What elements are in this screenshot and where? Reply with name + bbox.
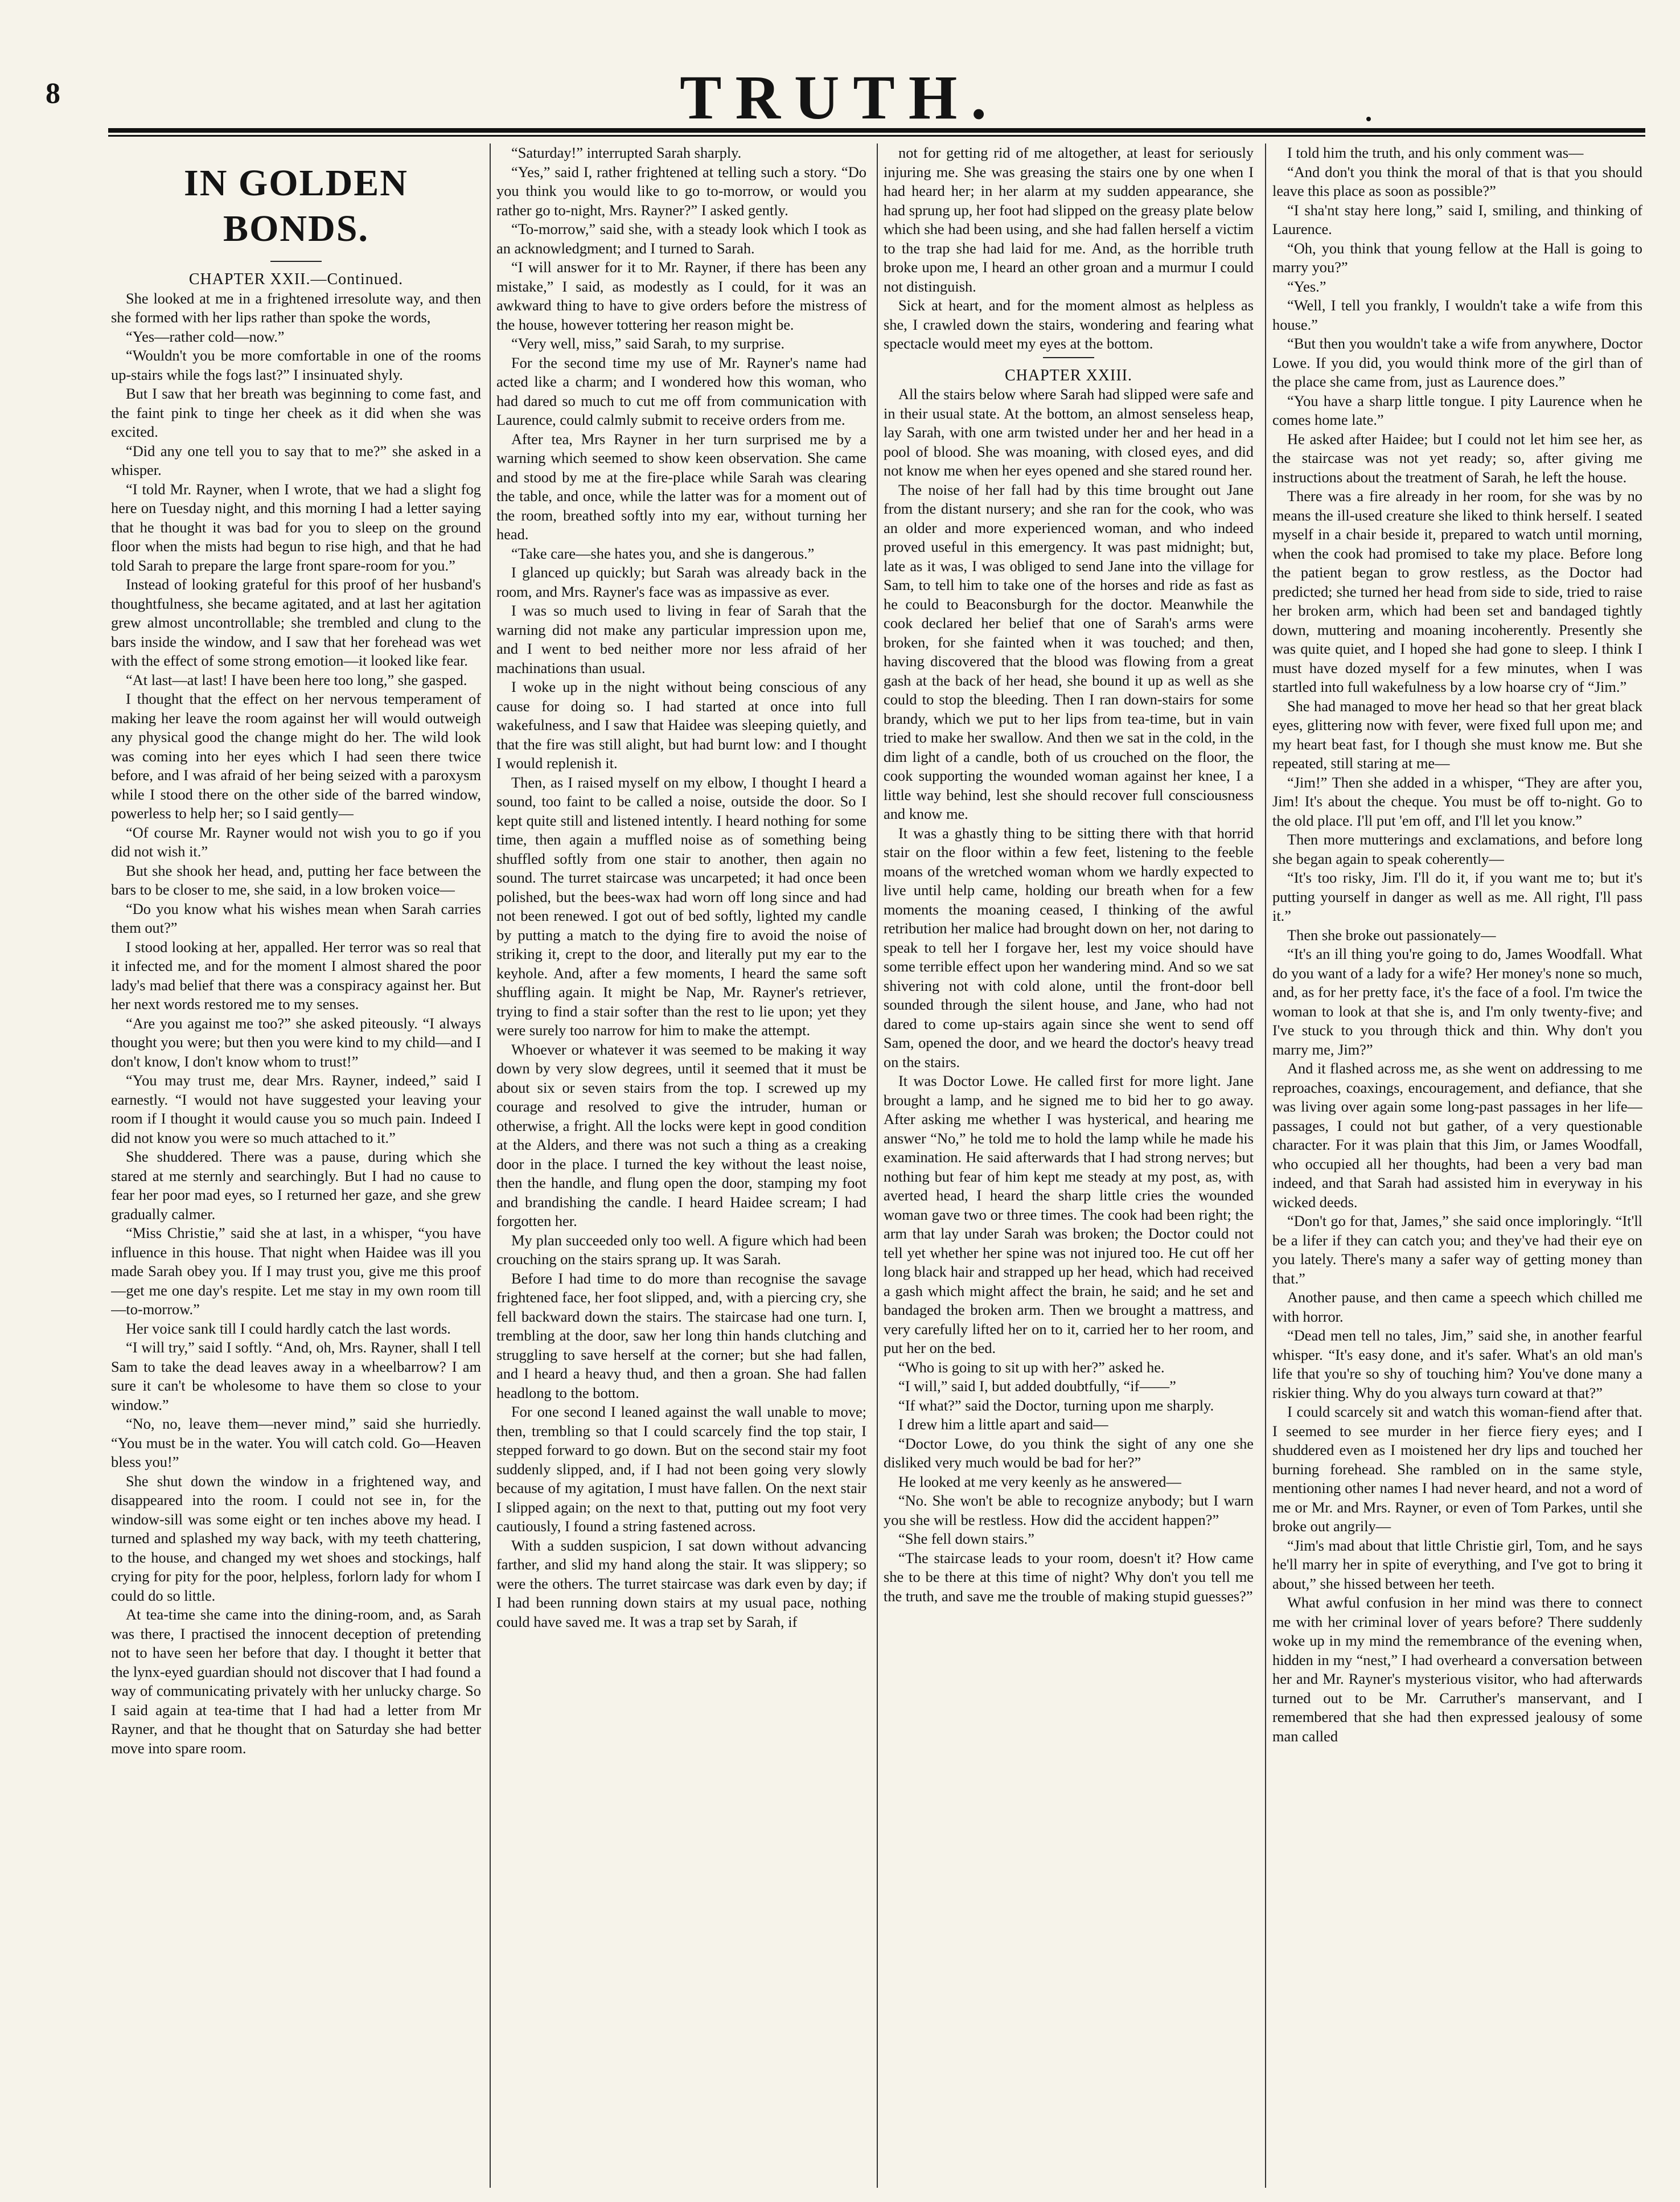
paragraph: “Did any one tell you to say that to me?” she asked in a whisper. bbox=[111, 442, 481, 478]
paragraph: She looked at me in a frightened irresolute way, and then she formed with her lips rather than spoke the words, bbox=[111, 289, 481, 326]
paragraph: not for getting rid of me altogether, at least for seriously injuring me. She was greasing the stairs one by one when I had heard her; in her alarm at my sudden appearance, she had sprung up, her foot had slipped on the greasy plate below which she had been using, and she had fallen herself a victim to the trap she had laid for me. And, as the horrible truth broke upon me, I heard an other groan and a murmur I could not distinguish. bbox=[884, 144, 1254, 295]
paragraph: But I saw that her breath was beginning to come fast, and the faint pink to tinge her cheek as it did when she was excited. bbox=[111, 385, 481, 440]
paragraph: All the stairs below where Sarah had slipped were safe and in their usual state. At the bottom, an almost senseless heap, lay Sarah, with one arm twisted under her and her head in a pool of blood. She was moaning, with closed eyes, and did not know me when her eyes opened and she stared round her. bbox=[884, 386, 1254, 479]
paragraph: “You have a sharp little tongue. I pity Laurence when he comes home late.” bbox=[1272, 392, 1642, 428]
paragraph: I could scarcely sit and watch this woman-fiend after that. I seemed to see murder in her fierce fiery eyes; and I shuddered even as I moistened her dry lips and touched her burning forehead. She rambled on in the same style, mentioning other names I had never heard, and not a word of me or Mr. and Mrs. Rayner, or even of Tom Parkes, until she broke out angrily— bbox=[1272, 1403, 1642, 1535]
paragraph: For the second time my use of Mr. Rayner's name had acted like a charm; and I wondered how this woman, who had dared so much to cut me off from communication with Laurence, could calmly submit to receive orders from me. bbox=[496, 354, 866, 428]
paragraph: I stood looking at her, appalled. Her terror was so real that it infected me, and for the moment I almost shared the poor lady's mad belief that there was a conspiracy against her. But her next words restored me to my senses. bbox=[111, 938, 481, 1012]
paragraph: I told him the truth, and his only comment was— bbox=[1287, 144, 1584, 161]
paragraph: “Don't go for that, James,” she said once imploringly. “It'll be a lifer if they can catch you; and they've had their eye on you lately. There's many a safer way of getting money than that.” bbox=[1272, 1212, 1642, 1287]
paragraph: The noise of her fall had by this time brought out Jane from the distant nursery; and she ran for the cook, who was an older and more experienced woman, and who indeed proved useful in this emergency. It was past midnight; but, late as it was, I was obliged to send Jane into the village for Sam, to tell him to take one of the horses and ride as fast as he could to Beaconsburgh for the doctor. Meanwhile the cook declared her belief that one of Sarah's arms were broken, for she fainted when it was touched; and then, having discovered that the blood was flowing from a great gash at the back of her head, she bound it up as well as she could to stop the bleeding. Then I ran down-stairs for some brandy, which we put to her lips from tea-time, but in vain tried to make her swallow. And then we sat in the cold, in the dim light of a candle, both of us crouched on the floor, the cook supporting the wounded woman against her knee, I a little way behind, lest she should recover full consciousness and know me. bbox=[884, 481, 1254, 822]
paragraph: For one second I leaned against the wall unable to move; then, trembling so that I could scarcely find the top stair, I stepped forward to go down. But on the second stair my foot suddenly slipped, and, if I had not been going very slowly because of my agitation, I must have fallen. On the next stair I slipped again; on the next to that, putting out my foot very cautiously, I found a string fastened across. bbox=[496, 1403, 866, 1535]
paragraph: “If what?” said the Doctor, turning upon me sharply. bbox=[898, 1396, 1214, 1414]
paragraph: “Miss Christie,” said she at last, in a whisper, “you have influence in this house. That night when Haidee was ill you made Sarah obey you. If I may trust you, give me this proof—get me one day's respite. Let me stay in my own room till—to-morrow.” bbox=[111, 1224, 481, 1318]
column-1 bbox=[111, 143, 481, 2188]
paragraph: “Do you know what his wishes mean when Sarah carries them out?” bbox=[111, 900, 481, 936]
paragraph: “I will answer for it to Mr. Rayner, if there has been any mistake,” I said, as modestly as I could, for it was an awkward thing to have to give orders before the mistress of the house, however tottering her reason might be. bbox=[496, 259, 866, 333]
paragraph: “Are you against me too?” she asked piteously. “I always thought you were; but then you were kind to my child—and I don't know, I don't know whom to trust!” bbox=[111, 1014, 481, 1070]
paragraph: Her voice sank till I could hardly catch the last words. bbox=[126, 1319, 451, 1337]
column-1-body bbox=[111, 289, 481, 1758]
paragraph: “But then you wouldn't take a wife from anywhere, Doctor Lowe. If you did, you would think more of the girl than of the place she came from, just as Laurence does.” bbox=[1272, 335, 1642, 390]
column-divider bbox=[877, 143, 878, 2188]
paragraph: “No, no, leave them—never mind,” said she hurriedly. “You must be in the water. You will catch cold. Go—Heaven bless you!” bbox=[111, 1415, 481, 1470]
paragraph: “Jim!” Then she added in a whisper, “They are after you, Jim! It's about the cheque. You must be off to-night. Go to the old place. I'll put 'em off, and I'll let you know.” bbox=[1272, 773, 1642, 829]
paragraph: Then, as I raised myself on my elbow, I thought I heard a sound, too faint to be called a noise, outside the door. So I kept quite still and listened intently. I heard nothing for some time, then again a muffled noise as of something being shuffled softly from one stair to another, then again no sound. The turret staircase was uncarpeted; it had once been polished, but the bees-wax had worn off long since and had not been renewed. I got out of bed softly, lighted my candle by putting a match to the dying fire to avoid the noise of striking it, crept to the door, and literally put my ear to the keyhole. And, after a few moments, I heard the same soft shuffling again. It might be Nap, Mr. Rayner's retriever, trying to find a stair softer than the rest to lie upon; yet they were surely too narrow for him to make the attempt. bbox=[496, 773, 866, 1039]
paragraph: At tea-time she came into the dining-room, and, as Sarah was there, I practised the innocent deception of pretending not to have seen her before that day. I thought it better that the lynx-eyed guardian should not discover that I had found a way of communicating privately with her unlucky charge. So I said again at tea-time that I had had a letter from Mr Rayner, and that he thought that on Saturday she had better move into spare room. bbox=[111, 1606, 481, 1757]
paragraph: I thought that the effect on her nervous temperament of making her leave the room against her will would outweigh any physical good the change might do her. The wild look was coming into her eyes which I had seen there twice before, and I was afraid of her being seized with a paroxysm while I stood there on the other side of the barred window, powerless to help her; so I said gently— bbox=[111, 690, 481, 822]
paragraph: It was a ghastly thing to be sitting there with that horrid stair on the floor within a few feet, listening to the feeble moans of the wretched woman whom we hardly expected to live until help came, holding our breath when for a few moments the moaning ceased, I thinking of the awful retribution her malice had brought down on her, not daring to speak to tell her I forgave her, lest my voice should have some terrible effect upon her wandering mind. And so we sat shivering not with cold alone, until the front-door bell sounded through the silent house, and Jane, who had not dared to come up-stairs again since she went to send off Sam, opened the door, and we heard the doctor's heavy tread on the stairs. bbox=[884, 824, 1254, 1071]
paragraph: Before I had time to do more than recognise the savage frightened face, her foot slipped, and, with a piercing cry, she fell backward down the stairs. The staircase had one turn. I, trembling at the door, saw her long thin hands clutching and struggling to save herself at the corner; but she had fallen, and I heard a heavy thud, and then a groan. She had fallen headlong to the bottom. bbox=[496, 1269, 866, 1401]
paragraph: “I sha'nt stay here long,” said I, smiling, and thinking of Laurence. bbox=[1272, 201, 1642, 237]
paragraph: “To-morrow,” said she, with a steady look which I took as an acknowledgment; and I turned to Sarah. bbox=[496, 220, 866, 257]
chapter-heading: CHAPTER XXIII. bbox=[1005, 366, 1132, 384]
paragraph: He looked at me very keenly as he answered— bbox=[898, 1473, 1181, 1490]
paragraph: Instead of looking grateful for this proof of her husband's thoughtfulness, she became agitated, and at last her agitation grew almost uncontrollable; she trembled and clung to the bars inside the window, and I saw that her forehead was wet with the effect of some strong emotion—it looked like fear. bbox=[111, 576, 481, 669]
masthead-rule-thin bbox=[108, 135, 1645, 137]
paragraph: I was so much used to living in fear of Sarah that the warning did not make any particular impression upon me, and I went to bed neither more nor less afraid of her machinations than usual. bbox=[496, 602, 866, 676]
masthead-rule bbox=[108, 128, 1645, 133]
paragraph: “The staircase leads to your room, doesn't it? How came she to be there at this time of night? Why don't you tell me the truth, and save me the trouble of making stupid guesses?” bbox=[884, 1549, 1254, 1605]
paragraph: I drew him a little apart and said— bbox=[898, 1416, 1108, 1433]
column-3 bbox=[884, 143, 1254, 2188]
column-2-body bbox=[496, 143, 866, 1631]
paragraph: “Yes.” bbox=[1287, 277, 1326, 295]
paragraph: “No. She won't be able to recognize anybody; but I warn you she will be restless. How did the accident happen?” bbox=[884, 1492, 1254, 1528]
column-divider bbox=[1265, 143, 1266, 2188]
chapter-rule bbox=[1043, 357, 1094, 358]
paragraph: “Who is going to sit up with her?” asked he. bbox=[898, 1358, 1165, 1376]
paragraph: “I will,” said I, but added doubtfully, “if——” bbox=[898, 1377, 1176, 1395]
paragraph: “Oh, you think that young fellow at the Hall is going to marry you?” bbox=[1272, 239, 1642, 276]
column-2 bbox=[496, 143, 866, 2188]
paragraph: “Well, I tell you frankly, I wouldn't take a wife from this house.” bbox=[1272, 297, 1642, 333]
paragraph: Then more mutterings and exclamations, and before long she began again to speak coherently— bbox=[1272, 831, 1642, 867]
paragraph: “Jim's mad about that little Christie girl, Tom, and he says he'll marry her in spite of everything, and I've got to bring it about,” she hissed between her teeth. bbox=[1272, 1536, 1642, 1592]
paragraph: “It's too risky, Jim. I'll do it, if you want me to; but it's putting yourself in danger as well as me. All right, I'll pass it.” bbox=[1272, 869, 1642, 924]
paragraph: Then she broke out passionately— bbox=[1287, 926, 1496, 944]
paragraph: She shuddered. There was a pause, during which she stared at me sternly and searchingly. But I had no cause to fear her poor mad eyes, so I returned her gaze, and she grew gradually calmer. bbox=[111, 1148, 481, 1223]
title-rule bbox=[270, 261, 322, 262]
column-3-body-bottom bbox=[884, 385, 1254, 1606]
paragraph: “Wouldn't you be more comfortable in one of the rooms up-stairs while the fogs last?” I insinuated shyly. bbox=[111, 347, 481, 383]
article-columns bbox=[111, 143, 1651, 2188]
paragraph: “I told Mr. Rayner, when I wrote, that we had a slight fog here on Tuesday night, and this morning I had a letter saying that he thought it was bad for you to sleep on the ground floor when the mists had begun to rise high, and that he had told Sarah to prepare the large front spare-room for you.” bbox=[111, 480, 481, 574]
column-divider bbox=[490, 143, 491, 2188]
column-4 bbox=[1272, 143, 1642, 2188]
paragraph: She had managed to move her head so that her great black eyes, glittering now with fever, were fixed full upon me; and my heart beat fast, for I though she must know me. But she repeated, still staring at me— bbox=[1272, 697, 1642, 772]
paragraph: “Yes,” said I, rather frightened at telling such a story. “Do you think you would like to go to-morrow, or would you rather go to-night, Mrs. Rayner?” I asked gently. bbox=[496, 163, 866, 219]
paragraph: What awful confusion in her mind was there to connect me with her criminal lover of years before? There suddenly woke up in my mind the remembrance of the evening when, hidden in my “nest,” I had overheard a conversation between her and Mr. Rayner's mysterious visitor, who had afterwards turned out to be Mr. Carruther's manservant, and I remembered that she had then expressed jealousy of some man called bbox=[1272, 1594, 1642, 1745]
chapter-heading: CHAPTER XXII.—Continued. bbox=[188, 270, 404, 288]
paragraph: It was Doctor Lowe. He called first for more light. Jane brought a lamp, and he signed me to bid her to go away. After asking me whether I was hysterical, and hearing me answer “No,” he told me to hold the lamp while he made his examination. He said afterwards that I had strong nerves; but nothing but fear of him kept me steady at my post, as, with averted head, I heard the sharp little cries the wounded woman gave two or three times. The cook had been right; the arm that lay under Sarah was broken; the Doctor could not tell yet whether her spine was not injured too. He cut off her long black hair and strapped up her head, which had received a gash which might affect the brain, he said; and he set and bandaged the broken arm. Then we brought a mattress, and very carefully lifted her on to it, carried her to her room, and put her on the bed. bbox=[884, 1072, 1254, 1356]
paragraph: “It's an ill thing you're going to do, James Woodfall. What do you want of a lady for a wife? Her money's none so much, and, as for her pretty face, it's the face of a fool. I'm twice the woman to look at that she is, and I'm only twenty-five; and I've stuck to you through thick and thin. Why don't you marry me, Jim?” bbox=[1272, 945, 1642, 1058]
paragraph: “Yes—rather cold—now.” bbox=[126, 327, 285, 345]
ornament-dot bbox=[1366, 117, 1371, 121]
paragraph: Another pause, and then came a speech which chilled me with horror. bbox=[1272, 1289, 1642, 1325]
paragraph: Sick at heart, and for the moment almost as helpless as she, I crawled down the stairs, wondering and fearing what spectacle would meet my eyes at the bottom. bbox=[884, 297, 1254, 352]
paragraph: “At last—at last! I have been here too long,” she gasped. bbox=[126, 671, 467, 688]
paragraph: “And don't you think the moral of that is that you should leave this place as soon as possible?” bbox=[1272, 163, 1642, 199]
paragraph: “You may trust me, dear Mrs. Rayner, indeed,” said I earnestly. “I would not have suggested your leaving your room if I thought it would cause you so much pain. Indeed I did not know you were so much attached to it.” bbox=[111, 1072, 481, 1146]
paragraph: “I will try,” said I softly. “And, oh, Mrs. Rayner, shall I tell Sam to take the dead leaves away in a wheelbarrow? I am sure it can't be wholesome to have them so close to your window.” bbox=[111, 1339, 481, 1413]
paragraph: “Take care—she hates you, and she is dangerous.” bbox=[511, 544, 815, 562]
paragraph: Whoever or whatever it was seemed to be making it way down by very slow degrees, until it seemed that it must be about six or seven stairs from the top. I screwed up my courage and resolved to give the intruder, human or otherwise, a fright. All the locks were kept in good condition at the Alders, and there was not such a thing as a creaking door in the place. I turned the key without the least noise, then the handle, and flung open the door, stamping my foot and brandishing the candle. I heard Haidee scream; I had forgotten her. bbox=[496, 1040, 866, 1229]
paragraph: I woke up in the night without being conscious of any cause for doing so. I had started at once into full wakefulness, and I saw that Haidee was sleeping quietly, and that the fire was still alight, but had burnt low: and I thought I would replenish it. bbox=[496, 678, 866, 772]
paragraph: “Saturday!” interrupted Sarah sharply. bbox=[511, 144, 742, 161]
paragraph: After tea, Mrs Rayner in her turn surprised me by a warning which seemed to show keen observation. She came and stood by me at the fire-place while Sarah was clearing the table, and once, while the latter was for a moment out of the room, breathed softly into my ear, without turning her head. bbox=[496, 430, 866, 543]
paragraph: “Doctor Lowe, do you think the sight of any one she disliked very much would be bad for her?” bbox=[884, 1434, 1254, 1471]
story-title: IN GOLDEN BONDS. bbox=[184, 162, 408, 249]
paragraph: “Of course Mr. Rayner would not wish you to go if you did not wish it.” bbox=[111, 823, 481, 860]
paragraph: “Very well, miss,” said Sarah, to my surprise. bbox=[511, 335, 785, 352]
paragraph: There was a fire already in her room, for she was by no means the ill-used creature she liked to think herself. I seated myself in a chair beside it, prepared to watch until morning, when the cook had promised to take my place. Before long the patient began to grow restless, as the Doctor had predicted; she turned her head from side to side, tried to raise her broken arm, which had been set and bandaged tightly down, muttering and moaning incoherently. Presently she was quite quiet, and I hoped she had gone to sleep. I think I must have dozed myself for a few minutes, when I was startled into full wakefulness by a low hoarse cry of “Jim.” bbox=[1272, 487, 1642, 695]
paragraph: He asked after Haidee; but I could not let him see her, as the staircase was not yet ready; so, after giving me instructions about the treatment of Sarah, he left the house. bbox=[1272, 430, 1642, 486]
paragraph: With a sudden suspicion, I sat down without advancing farther, and slid my hand along the stair. It was slippery; so were the others. The turret staircase was dark even by day; if I had been running down stairs at my usual pace, nothing could have saved me. It was a trap set by Sarah, if bbox=[496, 1536, 866, 1630]
paragraph: She shut down the window in a frightened way, and disappeared into the room. I could not see in, for the window-sill was some eight or ten inches above my head. I turned and splashed my way back, with my teeth chattering, to the house, and changed my wet shoes and stockings, half crying for pity for the poor, helpless, forlorn lady for whom I could do so little. bbox=[111, 1472, 481, 1604]
paragraph: I glanced up quickly; but Sarah was already back in the room, and Mrs. Rayner's face was as impassive as ever. bbox=[496, 564, 866, 600]
column-4-body bbox=[1272, 143, 1642, 1746]
paragraph: “Dead men tell no tales, Jim,” said she, in another fearful whisper. “It's easy done, and it's safer. What's an old man's life that you're so shy of touching him? You've done many a riskier thing. Why do you always turn coward at that?” bbox=[1272, 1327, 1642, 1401]
masthead-title: TRUTH. bbox=[680, 63, 1000, 132]
paragraph: My plan succeeded only too well. A figure which had been crouching on the stairs sprang up. It was Sarah. bbox=[496, 1231, 866, 1268]
paragraph: And it flashed across me, as she went on addressing to me reproaches, coaxings, encouragement, and defiance, that she was living over again some long-past passages in her life—passages, I could not but gather, of a very questionable character. For it was plain that this Jim, or James Woodfall, who occupied all her thoughts, had been a very bad man indeed, and that Sarah had assisted him in everyway in his wicked deeds. bbox=[1272, 1060, 1642, 1211]
page-number: 8 bbox=[46, 77, 60, 110]
column-3-body-top bbox=[884, 143, 1254, 354]
paragraph: “She fell down stairs.” bbox=[898, 1530, 1034, 1547]
paragraph: But she shook her head, and, putting her face between the bars to be closer to me, she said, in a low broken voice— bbox=[111, 862, 481, 898]
